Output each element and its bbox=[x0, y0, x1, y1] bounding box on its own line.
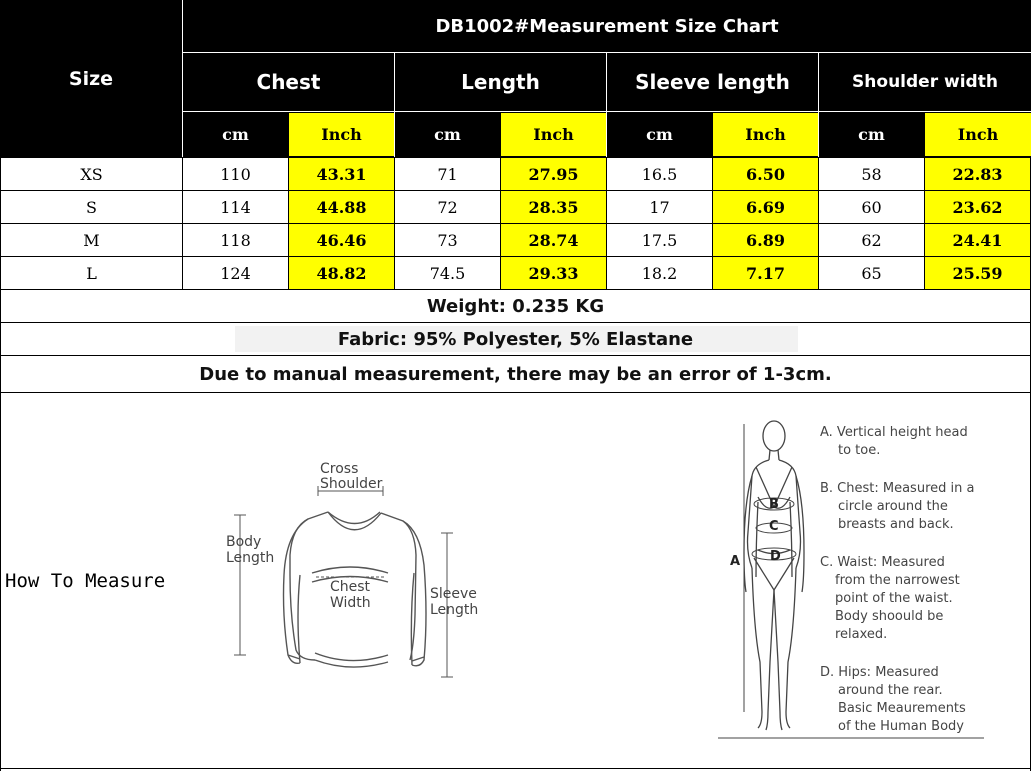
unit-cm: cm bbox=[434, 125, 461, 144]
size-cell: M bbox=[83, 230, 100, 250]
inch-value-cell: 46.46 bbox=[289, 224, 394, 256]
size-cell: S bbox=[86, 197, 97, 217]
cm-value-cell: 60 bbox=[861, 197, 882, 217]
chest-header: Chest bbox=[256, 70, 321, 94]
body-marker-c: C bbox=[769, 519, 779, 534]
inch-value-cell: 24.41 bbox=[925, 224, 1030, 256]
how-to-measure-label: How To Measure bbox=[5, 570, 166, 592]
svg-text:to toe.: to toe. bbox=[838, 443, 881, 458]
cm-value-cell: 110 bbox=[220, 164, 251, 184]
cm-value-cell: 74.5 bbox=[429, 263, 466, 283]
shirt-label-sleeve: Sleeve bbox=[430, 586, 477, 602]
shirt-label-width: Width bbox=[330, 595, 371, 611]
inch-value-cell: 29.33 bbox=[501, 257, 606, 289]
cm-value-cell: 18.2 bbox=[641, 263, 678, 283]
svg-text:Basic Meaurements: Basic Meaurements bbox=[838, 701, 966, 716]
unit-cm: cm bbox=[222, 125, 249, 144]
inch-value-cell: 25.59 bbox=[925, 257, 1030, 289]
shirt-label-body: Body bbox=[226, 534, 262, 550]
size-header: Size bbox=[68, 67, 114, 90]
inch-value-cell: 48.82 bbox=[289, 257, 394, 289]
svg-text:C. Waist: Measured: C. Waist: Measured bbox=[820, 555, 945, 570]
svg-text:point of the waist.: point of the waist. bbox=[835, 591, 953, 606]
svg-text:from the narrowest: from the narrowest bbox=[835, 573, 960, 588]
unit-cm: cm bbox=[646, 125, 673, 144]
svg-text:B. Chest: Measured in a: B. Chest: Measured in a bbox=[820, 481, 975, 496]
weight-info: Weight: 0.235 KG bbox=[426, 295, 605, 317]
cm-value-cell: 16.5 bbox=[641, 164, 678, 184]
body-marker-b: B bbox=[769, 497, 779, 512]
body-marker-d: D bbox=[770, 549, 781, 564]
svg-text:Body shoould be: Body shoould be bbox=[835, 609, 944, 624]
cm-value-cell: 17.5 bbox=[641, 230, 678, 250]
inch-value-cell: 6.50 bbox=[713, 158, 818, 190]
cm-value-cell: 114 bbox=[220, 197, 251, 217]
svg-text:breasts and back.: breasts and back. bbox=[838, 517, 954, 532]
cm-value-cell: 58 bbox=[861, 164, 882, 184]
cm-value-cell: 73 bbox=[437, 230, 458, 250]
svg-text:circle around the: circle around the bbox=[838, 499, 948, 514]
unit-inch: Inch bbox=[713, 113, 818, 156]
unit-inch: Inch bbox=[289, 113, 394, 156]
sleeve-length-header: Sleeve length bbox=[635, 70, 790, 94]
unit-inch: Inch bbox=[925, 113, 1031, 156]
inch-value-cell: 22.83 bbox=[925, 158, 1030, 190]
shirt-label-sleeve-length: Length bbox=[430, 602, 479, 618]
svg-text:D. Hips: Measured: D. Hips: Measured bbox=[820, 665, 939, 680]
shirt-label-shoulder: Shoulder bbox=[320, 476, 383, 492]
fabric-info: Fabric: 95% Polyester, 5% Elastane bbox=[337, 328, 694, 350]
cm-value-cell: 65 bbox=[861, 263, 882, 283]
svg-text:A. Vertical height head: A. Vertical height head bbox=[820, 425, 968, 440]
inch-value-cell: 23.62 bbox=[925, 191, 1030, 223]
length-header: Length bbox=[461, 70, 540, 94]
shirt-label-length: Length bbox=[226, 550, 275, 566]
shirt-measure-diagram bbox=[220, 455, 490, 695]
size-cell: L bbox=[86, 263, 97, 283]
cm-value-cell: 17 bbox=[649, 197, 670, 217]
cm-value-cell: 118 bbox=[220, 230, 251, 250]
body-measure-diagram bbox=[718, 412, 988, 742]
svg-text:relaxed.: relaxed. bbox=[835, 627, 888, 642]
shirt-label-cross: Cross bbox=[320, 461, 359, 477]
inch-value-cell: 6.89 bbox=[713, 224, 818, 256]
shoulder-width-header: Shoulder width bbox=[852, 72, 998, 92]
chart-title: DB1002#Measurement Size Chart bbox=[435, 15, 779, 37]
inch-value-cell: 43.31 bbox=[289, 158, 394, 190]
svg-text:around the rear.: around the rear. bbox=[838, 683, 943, 698]
unit-cm: cm bbox=[858, 125, 885, 144]
inch-value-cell: 27.95 bbox=[501, 158, 606, 190]
inch-value-cell: 28.74 bbox=[501, 224, 606, 256]
size-cell: XS bbox=[80, 164, 103, 184]
inch-value-cell: 28.35 bbox=[501, 191, 606, 223]
unit-inch: Inch bbox=[501, 113, 606, 156]
inch-value-cell: 7.17 bbox=[713, 257, 818, 289]
measurement-note: Due to manual measurement, there may be an error of 1-3cm. bbox=[199, 363, 832, 385]
svg-text:of the Human Body: of the Human Body bbox=[838, 719, 964, 734]
inch-value-cell: 6.69 bbox=[713, 191, 818, 223]
body-marker-a: A bbox=[730, 554, 741, 569]
cm-value-cell: 72 bbox=[437, 197, 458, 217]
cm-value-cell: 124 bbox=[220, 263, 251, 283]
inch-value-cell: 44.88 bbox=[289, 191, 394, 223]
shirt-label-chest: Chest bbox=[330, 579, 371, 595]
cm-value-cell: 71 bbox=[437, 164, 458, 184]
cm-value-cell: 62 bbox=[861, 230, 882, 250]
